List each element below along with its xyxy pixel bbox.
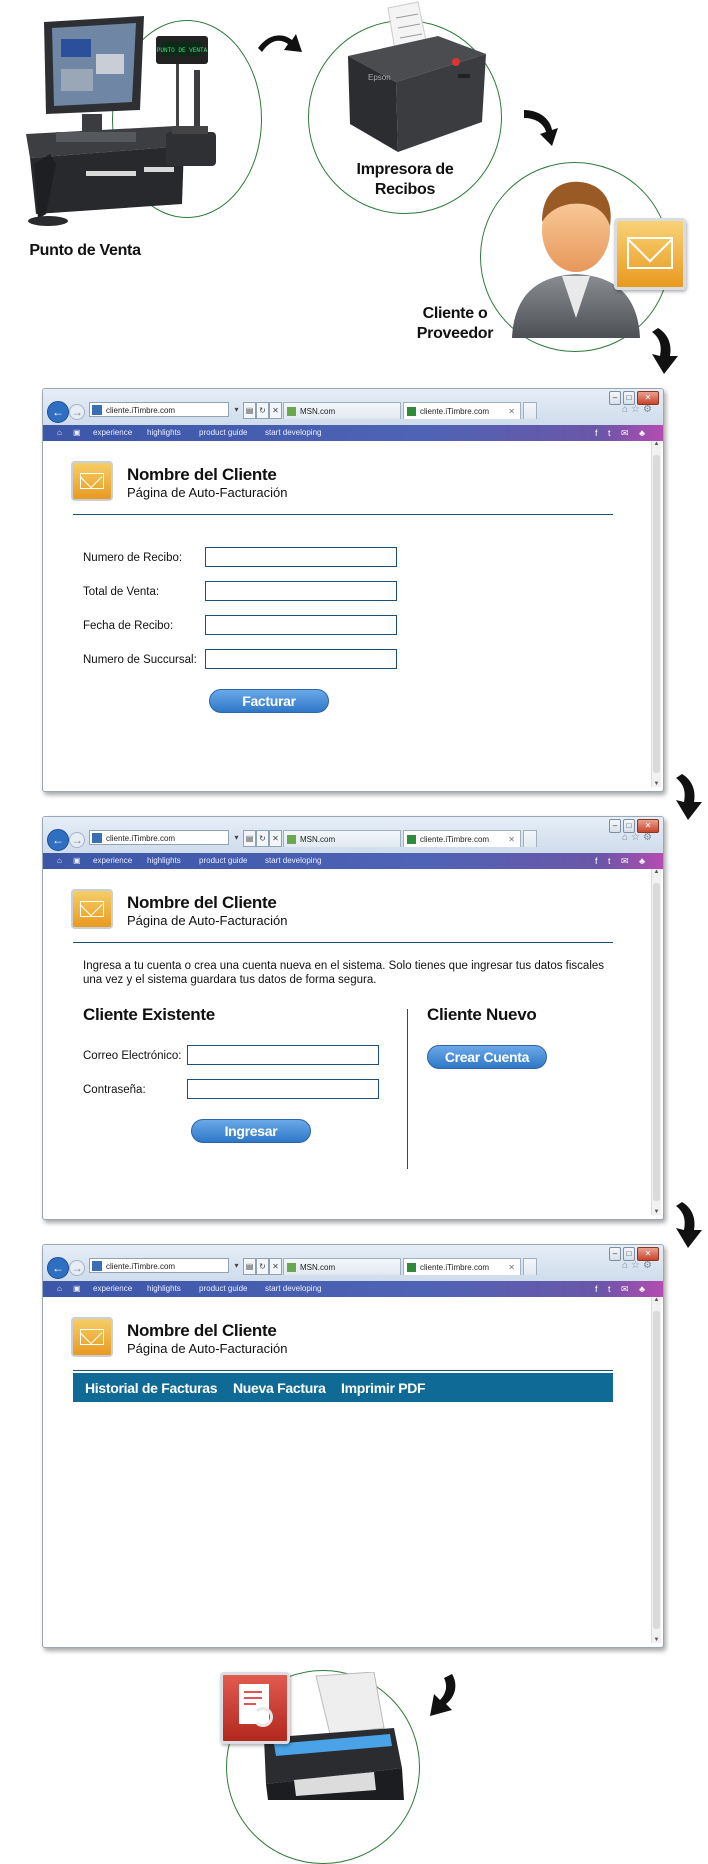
branch-number-input[interactable] <box>205 649 397 669</box>
itimbre-icon <box>407 1263 416 1272</box>
brand-subtitle: Página de Auto-Facturación <box>127 1341 288 1356</box>
back-button[interactable]: ← <box>47 401 69 423</box>
close-window-button[interactable]: ✕ <box>637 819 659 833</box>
browser-titlebar <box>43 389 663 426</box>
password-input[interactable] <box>187 1079 379 1099</box>
brand-title: Nombre del Cliente <box>127 1321 277 1340</box>
flow-arrow-icon <box>426 1672 466 1720</box>
tab-msn[interactable]: MSN.com <box>283 830 401 847</box>
tab-close-icon[interactable]: ✕ <box>508 835 515 844</box>
toolbar-icons[interactable]: ⌂☆⚙ <box>622 404 655 415</box>
sale-total-input[interactable] <box>205 581 397 601</box>
existing-client-title: Cliente Existente <box>83 1005 215 1024</box>
feeds-icon[interactable]: ▣ <box>73 428 81 437</box>
command-bar <box>43 853 663 869</box>
address-text: cliente.iTimbre.com <box>106 1262 176 1271</box>
cmd-highlights[interactable]: highlights <box>147 856 181 865</box>
maximize-button[interactable]: □ <box>623 391 635 405</box>
brand-envelope-icon <box>71 1317 113 1357</box>
minimize-button[interactable]: – <box>609 391 621 405</box>
command-bar <box>43 1281 663 1297</box>
printer-caption-line2: Recibos <box>374 181 436 198</box>
compat-icon[interactable]: ▤ <box>243 1258 256 1275</box>
cmd-start-developing[interactable]: start developing <box>265 1284 322 1293</box>
compat-icon[interactable]: ▤ <box>243 830 256 847</box>
cmd-product-guide[interactable]: product guide <box>199 856 248 865</box>
social-icons[interactable]: f t ✉ ♣ <box>595 1284 649 1294</box>
brand-title: Nombre del Cliente <box>127 465 277 484</box>
field-label-sale-total: Total de Venta: <box>83 586 160 598</box>
flow-arrow-icon <box>648 326 684 376</box>
header-divider <box>73 942 613 943</box>
tab-cliente[interactable]: cliente.iTimbre.com ✕ <box>403 1258 521 1275</box>
browser-window-invoice-form <box>42 388 664 792</box>
dropdown-icon[interactable]: ▾ <box>234 405 239 414</box>
email-envelope-icon <box>614 218 686 290</box>
email-input[interactable] <box>187 1045 379 1065</box>
address-text: cliente.iTimbre.com <box>106 834 176 843</box>
site-icon <box>92 1261 102 1271</box>
page-content <box>43 1297 663 1647</box>
forward-button[interactable]: → <box>71 833 83 847</box>
pole-display-text: PUNTO DE VENTA <box>156 47 208 54</box>
cmd-start-developing[interactable]: start developing <box>265 428 322 437</box>
cmd-highlights[interactable]: highlights <box>147 428 181 437</box>
scrollbar[interactable]: ▲ ▼ <box>651 869 661 1215</box>
dropdown-icon[interactable]: ▾ <box>234 833 239 842</box>
new-tab-button[interactable] <box>523 402 537 419</box>
tab-cliente[interactable]: cliente.iTimbre.com ✕ <box>403 402 521 419</box>
flow-arrow-icon <box>672 1200 708 1250</box>
flow-arrow-icon <box>520 104 564 148</box>
refresh-icon[interactable]: ↻ <box>256 402 269 419</box>
feeds-icon[interactable]: ▣ <box>73 1284 81 1293</box>
close-window-button[interactable]: ✕ <box>637 391 659 405</box>
pos-terminal-image <box>16 14 256 229</box>
brand-title: Nombre del Cliente <box>127 893 277 912</box>
social-icons[interactable]: f t ✉ ♣ <box>595 428 649 438</box>
address-text: cliente.iTimbre.com <box>106 406 176 415</box>
feeds-icon[interactable]: ▣ <box>73 856 81 865</box>
menu-print-pdf[interactable]: Imprimir PDF <box>341 1380 426 1396</box>
minimize-button[interactable]: – <box>609 819 621 833</box>
receipt-printer-image <box>338 0 488 156</box>
stop-icon[interactable]: ✕ <box>269 830 282 847</box>
stop-icon[interactable]: ✕ <box>269 402 282 419</box>
cmd-experience[interactable]: experience <box>93 1284 133 1293</box>
cmd-experience[interactable]: experience <box>93 428 133 437</box>
intro-text: Ingresa a tu cuenta o crea una cuenta nueva en el sistema. Solo tienes que ingresar tus datos fiscales una vez y el sistema guardara tus datos de forma segura. <box>83 960 605 986</box>
create-account-button[interactable]: Crear Cuenta <box>427 1045 547 1069</box>
site-icon <box>92 405 102 415</box>
cmd-product-guide[interactable]: product guide <box>199 1284 248 1293</box>
tab-cliente[interactable]: cliente.iTimbre.com ✕ <box>403 830 521 847</box>
main-menu-bar <box>73 1373 613 1402</box>
client-caption-line1: Cliente o <box>422 305 488 322</box>
maximize-button[interactable]: □ <box>623 1247 635 1261</box>
browser-titlebar <box>43 1245 663 1282</box>
social-icons[interactable]: f t ✉ ♣ <box>595 856 649 866</box>
home-icon[interactable]: ⌂ <box>57 428 62 437</box>
refresh-icon[interactable]: ↻ <box>256 1258 269 1275</box>
page-content <box>43 869 663 1219</box>
close-window-button[interactable]: ✕ <box>637 1247 659 1261</box>
itimbre-icon <box>407 835 416 844</box>
stop-icon[interactable]: ✕ <box>269 1258 282 1275</box>
back-button[interactable]: ← <box>47 1257 69 1279</box>
maximize-button[interactable]: □ <box>623 819 635 833</box>
login-button[interactable]: Ingresar <box>191 1119 311 1143</box>
field-label-receipt-number: Numero de Recibo: <box>83 552 183 564</box>
brand-subtitle: Página de Auto-Facturación <box>127 913 288 928</box>
field-label-receipt-date: Fecha de Recibo: <box>83 620 174 632</box>
scrollbar[interactable]: ▲ ▼ <box>651 1297 661 1643</box>
command-bar <box>43 425 663 441</box>
home-icon[interactable]: ⌂ <box>57 856 62 865</box>
menu-invoice-history[interactable]: Historial de Facturas <box>85 1380 218 1396</box>
tab-close-icon[interactable]: ✕ <box>508 1263 515 1272</box>
address-bar[interactable] <box>89 830 229 845</box>
page-content <box>43 441 663 791</box>
flow-arrow-icon <box>672 772 708 822</box>
pos-caption: Punto de Venta <box>29 242 141 259</box>
address-bar[interactable] <box>89 1258 229 1273</box>
minimize-button[interactable]: – <box>609 1247 621 1261</box>
new-client-title: Cliente Nuevo <box>427 1005 537 1024</box>
msn-icon <box>287 407 296 416</box>
tab-msn[interactable]: MSN.com <box>283 402 401 419</box>
flow-arrow-icon <box>256 26 306 60</box>
browser-window-dashboard <box>42 1244 664 1648</box>
svg-text:Epson: Epson <box>368 73 391 82</box>
forward-button[interactable]: → <box>71 405 83 419</box>
email-label: Correo Electrónico: <box>83 1050 182 1062</box>
client-caption-line2: Proveedor <box>416 325 494 342</box>
browser-titlebar <box>43 817 663 854</box>
refresh-icon[interactable]: ↻ <box>256 830 269 847</box>
facturar-button[interactable]: Facturar <box>209 689 329 713</box>
address-bar[interactable] <box>89 402 229 417</box>
printer-caption-line1: Impresora de <box>356 161 454 178</box>
brand-envelope-icon <box>71 461 113 501</box>
cmd-highlights[interactable]: highlights <box>147 1284 181 1293</box>
forward-button[interactable]: → <box>71 1261 83 1275</box>
brand-subtitle: Página de Auto-Facturación <box>127 485 288 500</box>
new-tab-button[interactable] <box>523 830 537 847</box>
header-divider <box>73 514 613 515</box>
tab-msn[interactable]: MSN.com <box>283 1258 401 1275</box>
new-tab-button[interactable] <box>523 1258 537 1275</box>
cmd-experience[interactable]: experience <box>93 856 133 865</box>
pdf-document-icon <box>220 1672 290 1744</box>
itimbre-icon <box>407 407 416 416</box>
cmd-start-developing[interactable]: start developing <box>265 856 322 865</box>
password-label: Contraseña: <box>83 1084 146 1096</box>
receipt-number-input[interactable] <box>205 547 397 567</box>
field-label-branch-number: Numero de Succursal: <box>83 654 197 666</box>
tab-close-icon[interactable]: ✕ <box>508 407 515 416</box>
brand-envelope-icon <box>71 889 113 929</box>
compat-icon[interactable]: ▤ <box>243 402 256 419</box>
receipt-date-input[interactable] <box>205 615 397 635</box>
toolbar-icons[interactable]: ⌂☆⚙ <box>622 832 655 843</box>
menu-new-invoice[interactable]: Nueva Factura <box>233 1380 326 1396</box>
dropdown-icon[interactable]: ▾ <box>234 1261 239 1270</box>
msn-icon <box>287 1263 296 1272</box>
home-icon[interactable]: ⌂ <box>57 1284 62 1293</box>
scrollbar[interactable]: ▲ ▼ <box>651 441 661 787</box>
column-divider <box>407 1009 408 1169</box>
cmd-product-guide[interactable]: product guide <box>199 428 248 437</box>
header-divider <box>73 1370 613 1371</box>
back-button[interactable]: ← <box>47 829 69 851</box>
toolbar-icons[interactable]: ⌂☆⚙ <box>622 1260 655 1271</box>
site-icon <box>92 833 102 843</box>
msn-icon <box>287 835 296 844</box>
browser-window-login <box>42 816 664 1220</box>
